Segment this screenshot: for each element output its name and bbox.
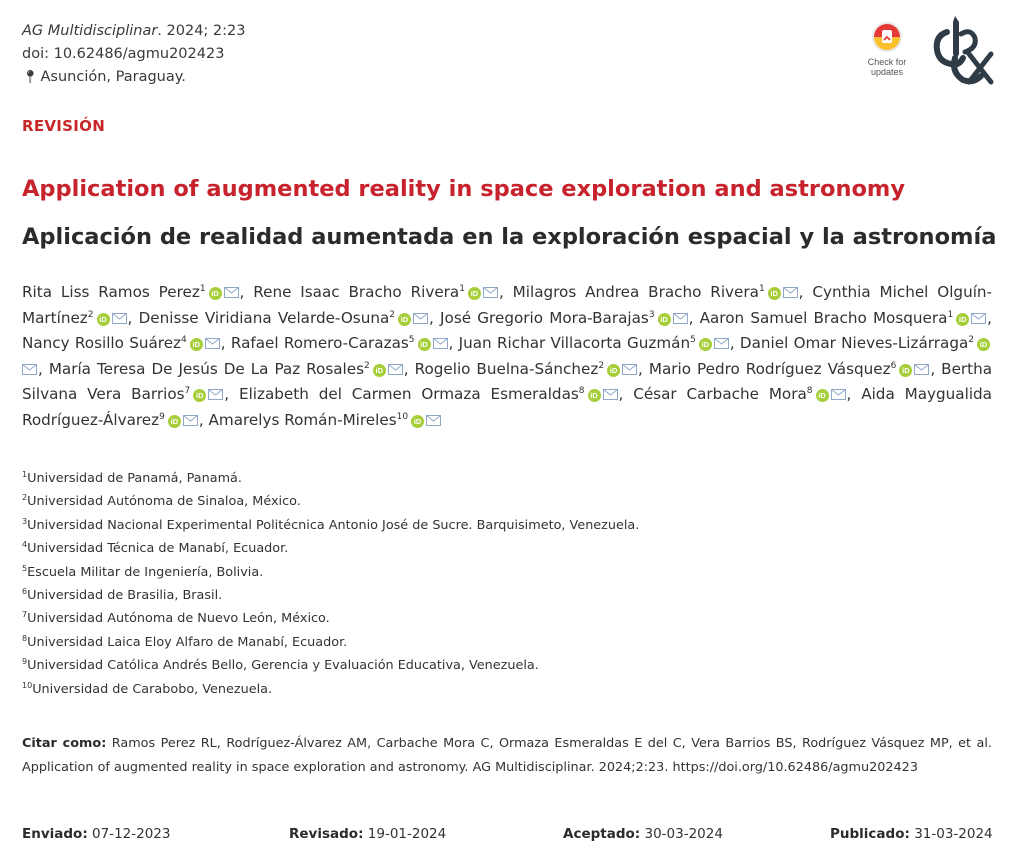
author-affiliation-number: 10 (396, 411, 409, 422)
badge-line-2: updates (870, 67, 904, 77)
date-published-label: Publicado (830, 826, 905, 842)
affiliation-text: Universidad Nacional Experimental Politécnica Antonio José de Sucre. Barquisimeto, Venezuela. (27, 517, 640, 533)
affiliation-text: Universidad de Brasilia, Brasil. (27, 588, 223, 604)
author-name: María Teresa De Jesús De La Paz Rosales (48, 359, 365, 378)
email-icon[interactable] (426, 409, 441, 434)
affiliation-number: 7 (22, 610, 28, 620)
affiliation-list (22, 467, 639, 701)
author-affiliation-number: 5 (408, 335, 415, 345)
author-entry: José Gregorio Mora-Barajas$^3$ iD , (440, 309, 700, 327)
email-icon[interactable] (673, 307, 688, 332)
orcid-icon[interactable]: iD (190, 338, 203, 351)
affiliation-item (22, 631, 639, 654)
affiliation-item (22, 607, 639, 630)
date-accepted: Aceptado: 30-03-2024 (563, 826, 723, 842)
author-affiliation-number: 2 (389, 309, 395, 320)
email-icon[interactable] (622, 358, 637, 383)
author-name: Rene Isaac Bracho Rivera (253, 283, 460, 301)
email-icon[interactable] (483, 281, 498, 306)
author-name: Cynthia Michel Olguín-Martínez (22, 283, 993, 327)
email-icon[interactable] (205, 332, 220, 357)
journal-header (22, 20, 245, 89)
affiliation-text: Universidad de Carabobo, Venezuela. (32, 681, 273, 697)
date-reviewed-label: Revisado (289, 826, 359, 842)
author-name: Denisse Viridiana Velarde-Osuna (138, 308, 390, 327)
affiliation-item (22, 490, 639, 513)
author-name: José Gregorio Mora-Barajas (440, 308, 649, 327)
date-accepted-label: Aceptado (563, 826, 635, 842)
date-published: Publicado: 31-03-2024 (830, 826, 993, 842)
affiliation-item (22, 514, 639, 537)
author-affiliation-number: 4 (181, 335, 187, 345)
email-icon[interactable] (413, 307, 428, 332)
affiliation-number: 10 (22, 680, 33, 690)
affiliation-item (22, 678, 639, 701)
affiliation-number: 2 (22, 493, 28, 503)
affiliation-item (22, 561, 639, 584)
affiliation-item (22, 654, 639, 677)
affiliation-text: Universidad Católica Andrés Bello, Gerencia y Evaluación Educativa, Venezuela. (27, 658, 539, 674)
affiliation-number: 6 (22, 587, 28, 597)
orcid-icon[interactable]: iD (468, 287, 481, 300)
orcid-icon[interactable]: iD (607, 364, 620, 377)
affiliation-number: 8 (22, 633, 28, 643)
location-text: Asunción, Paraguay. (40, 69, 186, 85)
email-icon[interactable] (433, 332, 448, 357)
author-entry: Daniel Omar Nieves-Lizárraga$^2$ iD, (22, 334, 992, 378)
author-entry: Aida Maygualida Rodríguez-Álvarez$^9$ iD , (22, 385, 992, 429)
author-name: Amarelys Román-Mireles (208, 410, 397, 429)
affiliation-number: 3 (22, 516, 28, 526)
author-entry: Rene Isaac Bracho Rivera$^1$ iD , (253, 283, 512, 301)
author-affiliation-number: 5 (690, 335, 696, 345)
journal-volume: . 2024; 2:23 (157, 23, 246, 39)
doi-line[interactable]: doi: 10.62486/agmu202423 (22, 46, 225, 62)
author-affiliation-number: 2 (968, 335, 975, 345)
date-reviewed-value: 19-01-2024 (367, 826, 447, 842)
author-affiliation-number: 6 (890, 360, 897, 371)
author-entry: Bertha Silvana Vera Barrios$^7$ iD , (22, 360, 992, 404)
orcid-icon[interactable]: iD (168, 415, 181, 428)
author-entry: Mario Pedro Rodríguez Vásquez$^6$ iD , (649, 360, 941, 378)
email-icon[interactable] (914, 358, 929, 383)
author-entry: Rita Liss Ramos Perez$^1$ iD , (22, 283, 253, 301)
citation-label: Citar como (22, 736, 102, 751)
date-published-value: 31-03-2024 (914, 826, 993, 842)
badge-line-1: Check for (867, 57, 907, 67)
orcid-icon[interactable]: iD (977, 338, 990, 351)
location-pin-icon: 📍︎ (22, 70, 39, 85)
author-name: Bertha Silvana Vera Barrios (22, 359, 993, 403)
orcid-icon[interactable]: iD (398, 313, 411, 326)
author-affiliation-number: 2 (364, 360, 370, 371)
author-entry: Denisse Viridiana Velarde-Osuna$^2$ iD , (139, 309, 440, 327)
author-entry: César Carbache Mora$^8$ iD , (633, 385, 861, 403)
citation-text: Ramos Perez RL, Rodríguez-Álvarez AM, Carbache Mora C, Ormaza Esmeraldas E del C, Vera Barrios BS, Rodríguez Vásquez MP, et al. Application of augmented reality in space exploration and astronomy. AG Multidisciplinar. 2024;2:23. https://doi.org/10.62486/agmu202423 (22, 736, 992, 775)
author-name: Aida Maygualida Rodríguez-Álvarez (22, 385, 992, 429)
author-affiliation-number: 1 (947, 309, 954, 320)
email-icon[interactable] (112, 307, 127, 332)
author-affiliation-number: 7 (184, 386, 191, 396)
email-icon[interactable] (831, 383, 846, 408)
author-name: Rafael Romero-Carazas (230, 334, 409, 352)
affiliation-text: Universidad Técnica de Manabí, Ecuador. (27, 541, 289, 557)
author-name: Aaron Samuel Bracho Mosquera (699, 308, 948, 327)
affiliation-number: 9 (22, 657, 28, 667)
email-icon[interactable] (714, 332, 729, 357)
date-reviewed: Revisado: 19-01-2024 (289, 826, 447, 842)
journal-name: AG Multidisciplinar (22, 23, 158, 39)
affiliation-text: Universidad Autónoma de Sinaloa, México. (27, 494, 301, 510)
author-affiliation-number: 1 (459, 284, 465, 294)
author-entry: Nancy Rosillo Suárez$^4$ iD , (22, 334, 231, 352)
affiliation-text: Universidad Autónoma de Nuevo León, México. (27, 611, 330, 627)
date-submitted-value: 07-12-2023 (92, 826, 171, 842)
email-icon[interactable] (22, 358, 37, 383)
email-icon[interactable] (603, 383, 618, 408)
article-title-english: Application of augmented reality in space exploration and astronomy (22, 176, 906, 202)
author-name: Mario Pedro Rodríguez Vásquez (648, 359, 891, 378)
author-name: Nancy Rosillo Suárez (22, 334, 182, 352)
author-entry: Juan Richar Villacorta Guzmán$^5$ iD , (459, 334, 740, 352)
affiliation-number: 4 (22, 540, 28, 550)
orcid-icon[interactable]: iD (97, 313, 110, 326)
orcid-icon[interactable]: iD (411, 415, 424, 428)
author-entry: Cynthia Michel Olguín-Martínez$^2$ iD , (22, 283, 992, 327)
affiliation-number: 1 (22, 470, 28, 479)
email-icon[interactable] (208, 383, 223, 408)
date-accepted-value: 30-03-2024 (644, 826, 723, 842)
orcid-icon[interactable]: iD (899, 364, 912, 377)
affiliation-text: Escuela Militar de Ingeniería, Bolivia. (27, 564, 264, 580)
email-icon[interactable] (224, 281, 239, 306)
author-name: Milagros Andrea Bracho Rivera (512, 283, 759, 301)
location-line (22, 66, 245, 89)
author-entry: Rogelio Buelna-Sánchez$^2$ iD , (415, 360, 649, 378)
date-submitted-label: Enviado (22, 826, 83, 842)
author-list (22, 280, 992, 433)
author-entry: Rafael Romero-Carazas$^5$ iD , (231, 334, 459, 352)
journal-citation-line (22, 20, 245, 43)
article-title-spanish: Aplicación de realidad aumentada en la exploración espacial y la astronomía (22, 224, 997, 250)
author-affiliation-number: 2 (598, 360, 605, 371)
orcid-icon[interactable]: iD (373, 364, 386, 377)
section-label: REVISIÓN (22, 117, 106, 135)
orcid-icon[interactable]: iD (768, 287, 781, 300)
author-affiliation-number: 1 (758, 284, 765, 294)
check-for-updates-badge[interactable] (862, 20, 912, 77)
author-entry: Elizabeth del Carmen Ormaza Esmeraldas$^8$ iD , (239, 385, 633, 403)
affiliation-item (22, 537, 639, 560)
author-entry: Milagros Andrea Bracho Rivera$^1$ iD , (513, 283, 813, 301)
author-affiliation-number: 9 (159, 411, 165, 422)
author-name: Daniel Omar Nieves-Lizárraga (739, 334, 969, 352)
orcid-icon[interactable]: iD (816, 389, 829, 402)
author-affiliation-number: 3 (648, 309, 655, 320)
check-for-updates-icon (870, 20, 904, 54)
orcid-icon[interactable]: iD (193, 389, 206, 402)
email-icon[interactable] (971, 307, 986, 332)
author-name: César Carbache Mora (633, 385, 807, 403)
affiliation-item (22, 467, 639, 490)
orcid-icon[interactable]: iD (588, 389, 601, 402)
citation-block: Citar como: Ramos Perez RL, Rodríguez-Álvarez AM, Carbache Mora C, Ormaza Esmeraldas E del C, Vera Barrios BS, Rodríguez Vásquez MP, et al. Application of augmented reality in space exploration and astronomy. AG Multidisciplinar. 2024;2:23. https://doi.org/10.62486/agmu202423 (22, 736, 992, 775)
author-name: Elizabeth del Carmen Ormaza Esmeraldas (238, 385, 579, 403)
author-name: Rita Liss Ramos Perez (22, 283, 200, 301)
orcid-icon[interactable]: iD (209, 287, 222, 300)
author-entry (209, 411, 443, 429)
email-icon[interactable] (388, 358, 403, 383)
author-name: Rogelio Buelna-Sánchez (414, 359, 599, 378)
orcid-icon[interactable]: iD (658, 313, 671, 326)
affiliation-item (22, 584, 639, 607)
affiliation-text: Universidad Laica Eloy Alfaro de Manabí, Ecuador. (27, 634, 348, 650)
author-entry: María Teresa De Jesús De La Paz Rosales$^2$ iD , (49, 360, 415, 378)
orcid-icon[interactable]: iD (956, 313, 969, 326)
author-affiliation-number: 2 (87, 309, 94, 320)
orcid-icon[interactable]: iD (699, 338, 712, 351)
orcid-icon[interactable]: iD (418, 338, 431, 351)
author-affiliation-number: 1 (199, 284, 206, 294)
email-icon[interactable] (783, 281, 798, 306)
author-name: Juan Richar Villacorta Guzmán (458, 334, 691, 352)
affiliation-text: Universidad de Panamá, Panamá. (27, 471, 242, 486)
author-affiliation-number: 8 (578, 386, 585, 396)
email-icon[interactable] (183, 409, 198, 434)
author-entry: Aaron Samuel Bracho Mosquera$^1$ iD , (700, 309, 992, 327)
date-submitted: Enviado: 07-12-2023 (22, 826, 171, 842)
affiliation-number: 5 (22, 563, 28, 573)
author-affiliation-number: 8 (806, 386, 813, 396)
publisher-logo (925, 14, 997, 90)
